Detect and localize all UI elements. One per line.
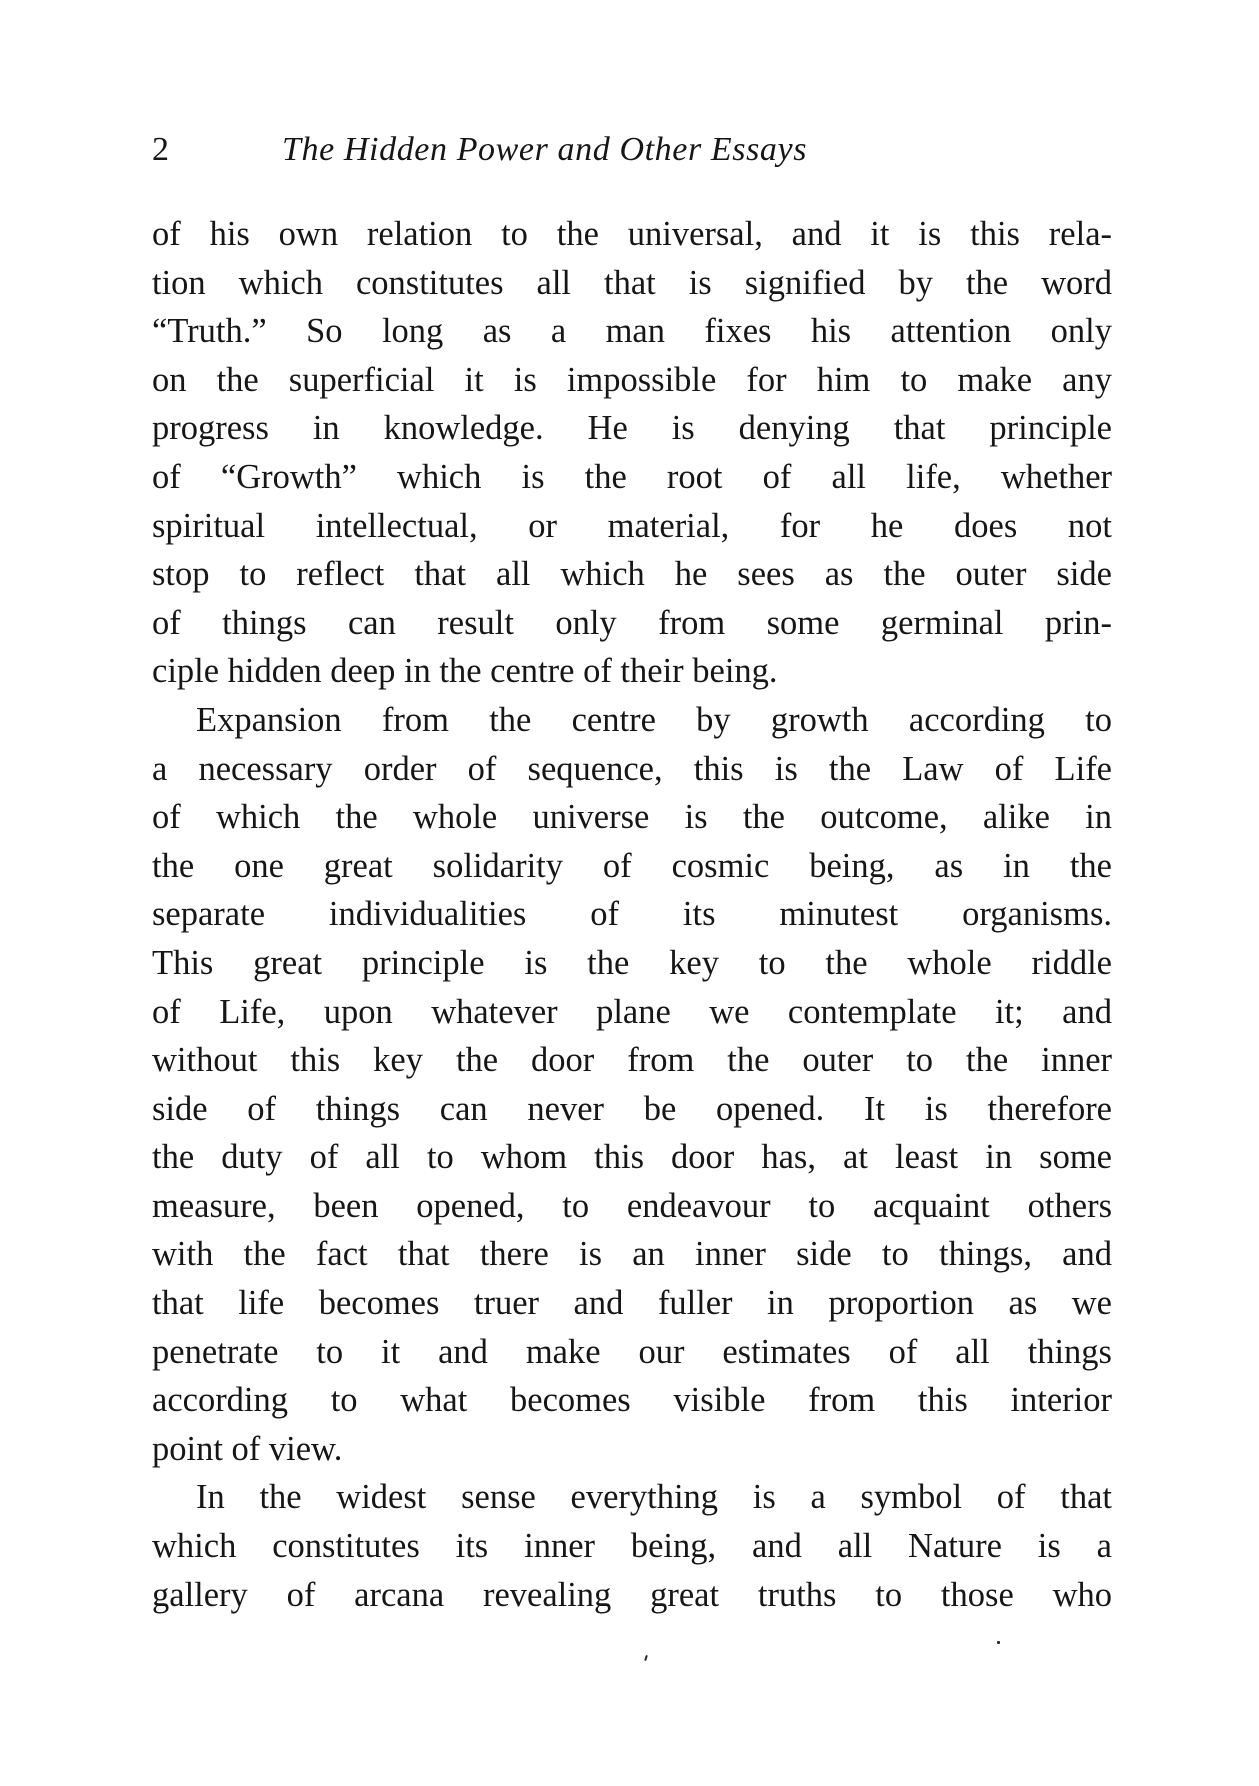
text-line: with the fact that there is an inner side to things, and [152, 1235, 1112, 1274]
text-line: which constitutes its inner being, and all Nature is a [152, 1527, 1112, 1566]
text-line: spiritual intellectual, or material, for he does not [152, 506, 1112, 545]
body-text [152, 210, 1112, 1619]
running-title: The Hidden Power and Other Essays [282, 131, 808, 168]
paragraph-first-line: Expansion from the centre by growth according to [196, 700, 1112, 739]
text-line: a necessary order of sequence, this is the Law of Life [152, 749, 1112, 788]
text-line: penetrate to it and make our estimates of all things [152, 1332, 1112, 1371]
text-line: tion which constitutes all that is signified by the word [152, 263, 1112, 302]
text-line: measure, been opened, to endeavour to acquaint others [152, 1186, 1112, 1225]
text-line: of which the whole universe is the outcome, alike in [152, 798, 1112, 837]
text-line: stop to reflect that all which he sees as the outer side [152, 555, 1112, 594]
paragraph-end-line: point of view. [152, 1429, 343, 1468]
text-line: gallery of arcana revealing great truths to those who [152, 1575, 1112, 1614]
text-line: “Truth.” So long as a man fixes his attention only [152, 312, 1112, 351]
text-line: of Life, upon whatever plane we contemplate it; and [152, 992, 1112, 1031]
text-line: the one great solidarity of cosmic being, as in the [152, 846, 1112, 885]
text-line: progress in knowledge. He is denying that principle [152, 409, 1112, 448]
running-head [152, 128, 1112, 172]
text-line: of “Growth” which is the root of all life, whether [152, 457, 1112, 496]
paragraph-end-line: ciple hidden deep in the centre of their being. [152, 652, 778, 691]
text-line: the duty of all to whom this door has, at least in some [152, 1138, 1112, 1177]
scan-speck [997, 1641, 1000, 1644]
text-line: This great principle is the key to the whole riddle [152, 943, 1112, 982]
text-line: on the superficial it is impossible for him to make any [152, 360, 1112, 399]
page-number: 2 [152, 131, 169, 168]
text-line: of his own relation to the universal, and it is this rela- [152, 215, 1112, 253]
text-line: without this key the door from the outer to the inner [152, 1041, 1112, 1080]
scan-speck [644, 1655, 648, 1661]
text-line: according to what becomes visible from this interior [152, 1381, 1112, 1420]
text-line: of things can result only from some germinal prin- [152, 603, 1112, 642]
text-line: side of things can never be opened. It is therefore [152, 1089, 1112, 1128]
paragraph-first-line: In the widest sense everything is a symbol of that [196, 1478, 1112, 1517]
text-line: separate individualities of its minutest organisms. [152, 895, 1112, 934]
text-line: that life becomes truer and fuller in proportion as we [152, 1284, 1112, 1323]
